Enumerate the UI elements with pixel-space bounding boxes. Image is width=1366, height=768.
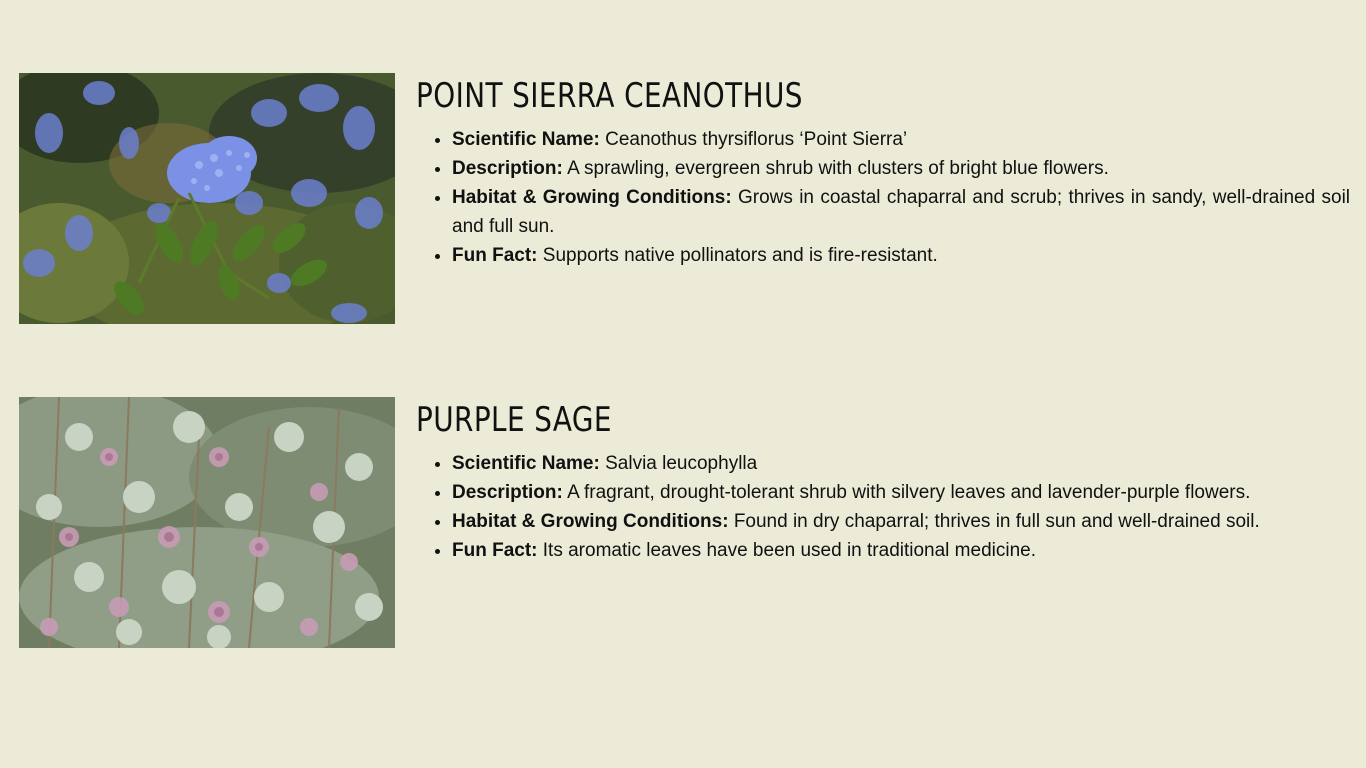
fact-text: A sprawling, evergreen shrub with clusters of bright blue flowers. bbox=[567, 158, 1109, 179]
fact-scientific-name bbox=[452, 449, 1350, 478]
ceanothus-info bbox=[416, 73, 1350, 270]
fact-scientific-name bbox=[452, 125, 1350, 154]
ceanothus-image bbox=[19, 73, 395, 324]
plant-title: POINT SIERRA CEANOTHUS bbox=[416, 76, 803, 116]
fact-text: Found in dry chaparral; thrives in full sun and well-drained soil. bbox=[733, 511, 1260, 532]
fact-text: Grows in coastal chaparral and scrub; thrives in sandy, well-drained soil and full sun. bbox=[452, 187, 1351, 237]
purple-sage-image bbox=[19, 397, 395, 648]
fact-description bbox=[452, 154, 1350, 183]
fact-text: Its aromatic leaves have been used in traditional medicine. bbox=[542, 540, 1037, 561]
fact-habitat bbox=[452, 507, 1350, 536]
fact-fun-fact bbox=[452, 241, 1350, 270]
fact-text: Supports native pollinators and is fire-resistant. bbox=[542, 245, 938, 266]
fact-label: Habitat & Growing Conditions: bbox=[452, 187, 732, 208]
fact-label: Scientific Name: bbox=[452, 453, 600, 474]
purple-sage-photo bbox=[19, 397, 395, 648]
fact-label: Fun Fact: bbox=[452, 245, 538, 266]
fact-label: Description: bbox=[452, 482, 563, 503]
plant-title: PURPLE SAGE bbox=[416, 400, 612, 440]
fact-text: Ceanothus thyrsiflorus ‘Point Sierra’ bbox=[605, 129, 908, 150]
fact-text: Salvia leucophylla bbox=[605, 453, 758, 474]
fact-list bbox=[416, 449, 1350, 565]
fact-label: Fun Fact: bbox=[452, 540, 538, 561]
fact-habitat bbox=[452, 183, 1350, 241]
fact-fun-fact bbox=[452, 536, 1350, 565]
fact-text: A fragrant, drought-tolerant shrub with silvery leaves and lavender-purple flowers. bbox=[567, 482, 1251, 503]
ceanothus-photo bbox=[19, 73, 395, 324]
fact-label: Description: bbox=[452, 158, 563, 179]
purple-sage-info bbox=[416, 397, 1350, 565]
fact-list bbox=[416, 125, 1350, 270]
fact-label: Scientific Name: bbox=[452, 129, 600, 150]
fact-description bbox=[452, 478, 1350, 507]
fact-label: Habitat & Growing Conditions: bbox=[452, 511, 729, 532]
